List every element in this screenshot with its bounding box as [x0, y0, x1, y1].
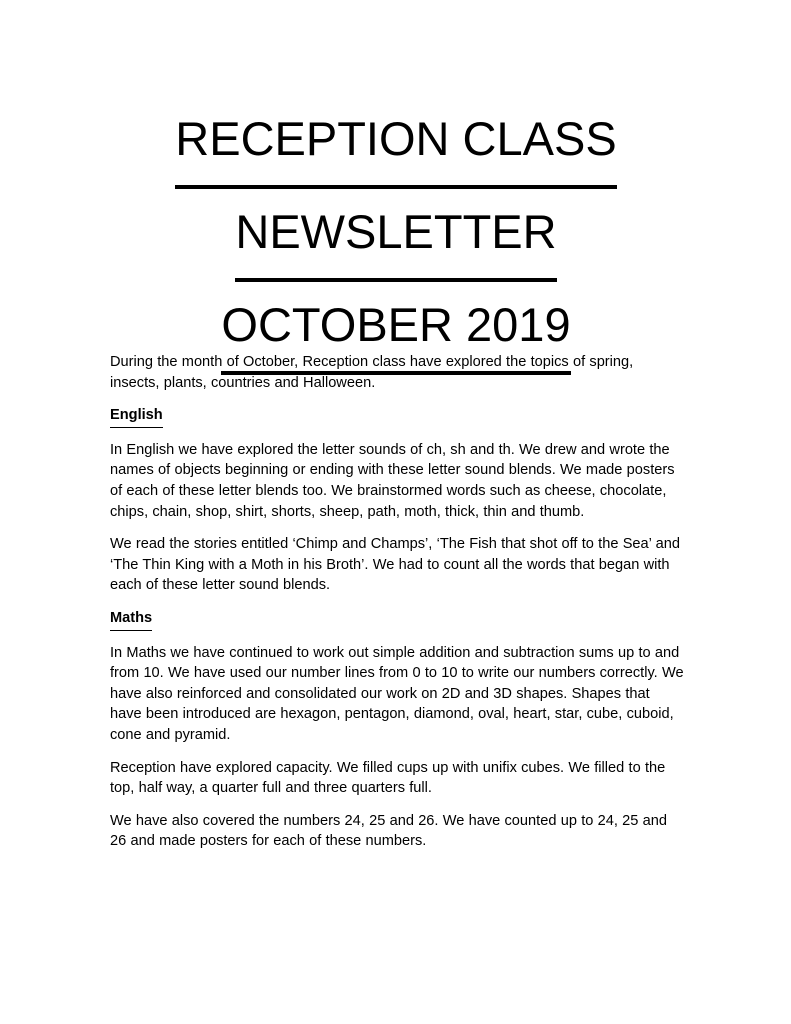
english-paragraph-2: We read the stories entitled ‘Chimp and Champs’, ‘The Fish that shot off to the Sea’ and ‘The Thin King with a Moth in his Broth’. We had to count all the words that began with each of these letter sound blends. [110, 536, 680, 594]
section-heading-maths [110, 608, 685, 631]
document-title [110, 96, 682, 375]
english-paragraph-1: In English we have explored the letter sounds of ch, sh and th. We drew and wrote the names of objects beginning or ending with these letter sound blends. We made posters of each of these letter blends too. We brainstormed words such as cheese, chocolate, chips, chain, shop, shirt, shorts, sheep, path, moth, thick, thin and thumb. [110, 441, 675, 520]
title-line-1-text: RECEPTION CLASS [175, 96, 616, 189]
maths-paragraph-2: Reception have explored capacity. We filled cups up with unifix cubes. We filled to the top, half way, a quarter full and three quarters full. [110, 759, 666, 797]
document-body [110, 352, 685, 864]
section-heading-english-text: English [110, 405, 163, 428]
section-heading-maths-text: Maths [110, 608, 152, 631]
title-line-3-text: OCTOBER 2019 [221, 282, 570, 375]
section-heading-english [110, 405, 685, 428]
title-line-2-text: NEWSLETTER [235, 189, 556, 282]
maths-paragraph-3: We have also covered the numbers 24, 25 and 26. We have counted up to 24, 25 and 26 and made posters for each of these numbers. [110, 812, 667, 850]
title-line-2 [110, 189, 682, 282]
title-line-1 [110, 96, 682, 189]
maths-paragraph-1: In Maths we have continued to work out simple addition and subtraction sums up to and from 10. We have used our number lines from 0 to 10 to write our numbers correctly. We have also reinforced and consolidated our work on 2D and 3D shapes. Shapes that have been introduced are hexagon, pentagon, diamond, oval, heart, star, cube, cuboid, cone and pyramid. [110, 644, 684, 743]
intro-paragraph: During the month of October, Reception class have explored the topics of spring, insects, plants, countries and Halloween. [110, 354, 634, 391]
